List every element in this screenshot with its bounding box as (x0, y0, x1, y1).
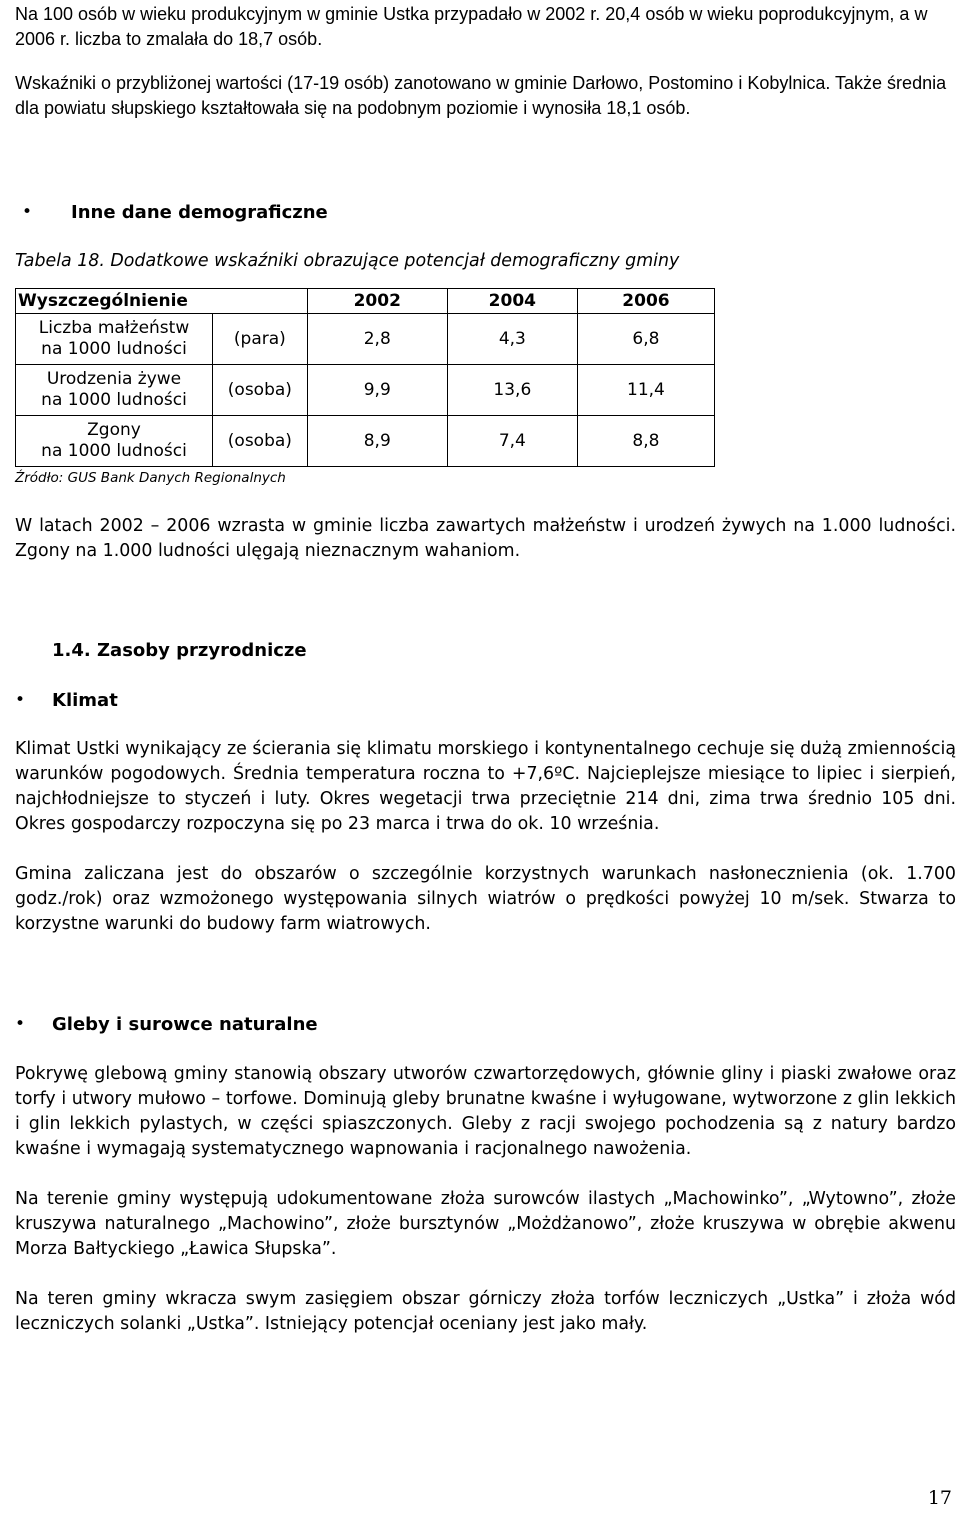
row-label (16, 365, 213, 416)
subsection-heading-climate: Klimat (52, 690, 118, 711)
section-heading-demographic: Inne dane demograficzne (71, 202, 328, 223)
header-cell-label: Wyszczególnienie (16, 289, 308, 314)
header-cell-2006: 2006 (577, 289, 714, 314)
page-number: 17 (927, 1487, 952, 1509)
soils-paragraph-1: Pokrywę glebową gminy stanowią obszary utworów czwartorzędowych, głównie gliny i piaski zwałowe oraz torfy i utwory mułowo – torfowe. Dominują gleby brunatne kwaśne i wyługowane, wytworzone z glin lekkich i glin lekkich pylastych, w części spiaszczonych. Gleby z racji swojego pochodzenia są z natury bardzo kwaśne i wymagają systematycznego wapnowania i racjonalnego nawożenia. (15, 1064, 956, 1159)
row-value-2006: 8,8 (577, 416, 714, 467)
intro-paragraph-1: Na 100 osób w wieku produkcyjnym w gminie Ustka przypadało w 2002 r. 20,4 osób w wieku poprodukcyjnym, a w 2006 r. liczba to zmalała do 18,7 osób. (15, 4, 928, 49)
bullet-icon: • (15, 690, 26, 710)
table-row (16, 314, 715, 365)
table-row (16, 365, 715, 416)
demographic-table (15, 288, 715, 467)
demographic-summary: W latach 2002 – 2006 wzrasta w gminie liczba zawartych małżeństw i urodzeń żywych na 1.000 ludności. Zgony na 1.000 ludności ulęgają nieznacznym wahaniom. (15, 516, 956, 561)
table-header-row (16, 289, 715, 314)
row-value-2006: 6,8 (577, 314, 714, 365)
row-value-2006: 11,4 (577, 365, 714, 416)
row-label-line1: Urodzenia żywe (46, 369, 182, 389)
row-label (16, 416, 213, 467)
row-value-2004: 7,4 (447, 416, 577, 467)
row-unit: (para) (213, 314, 308, 365)
table-source: Źródło: GUS Bank Danych Regionalnych (15, 470, 286, 486)
row-label-line1: Zgony (87, 420, 141, 440)
row-label-line1: Liczba małżeństw (38, 318, 190, 338)
section-heading-resources: 1.4. Zasoby przyrodnicze (52, 640, 307, 661)
intro-paragraph-2: Wskaźniki o przybliżonej wartości (17-19 osób) zanotowano w gminie Darłowo, Postomino i Kobylnica. Także średnia dla powiatu słupskiego kształtowała się na podobnym poziomie i wynosiła 18,1 osób. (15, 73, 947, 118)
row-value-2002: 2,8 (307, 314, 447, 365)
row-value-2004: 13,6 (447, 365, 577, 416)
row-label-line2: na 1000 ludności (41, 390, 187, 410)
row-value-2002: 9,9 (307, 365, 447, 416)
row-value-2004: 4,3 (447, 314, 577, 365)
row-label (16, 314, 213, 365)
climate-paragraph-1: Klimat Ustki wynikający ze ścierania się klimatu morskiego i kontynentalnego cechuje się dużą zmiennością warunków pogodowych. Średnia temperatura roczna to +7,6ºC. Najcieplejsze miesiące to lipiec i sierpień, najchłodniejsze to styczeń i luty. Okres wegetacji trwa przeciętnie 214 dni, zima trwa średnio 105 dni. Okres gospodarczy rozpoczyna się po 23 marca i trwa do ok. 10 września. (15, 739, 956, 834)
bullet-icon: • (15, 1014, 26, 1034)
row-label-line2: na 1000 ludności (41, 339, 187, 359)
subsection-heading-soils: Gleby i surowce naturalne (52, 1014, 318, 1035)
header-cell-2004: 2004 (447, 289, 577, 314)
row-value-2002: 8,9 (307, 416, 447, 467)
table-row (16, 416, 715, 467)
header-cell-2002: 2002 (307, 289, 447, 314)
table-caption: Tabela 18. Dodatkowe wskaźniki obrazujące potencjał demograficzny gminy (15, 251, 680, 271)
climate-paragraph-2: Gmina zaliczana jest do obszarów o szczególnie korzystnych warunkach nasłonecznienia (ok. 1.700 godz./rok) oraz wzmożonego występowania silnych wiatrów o prędkości powyżej 10 m/sek. Stwarza to korzystne warunki do budowy farm wiatrowych. (15, 864, 956, 934)
bullet-icon: • (22, 202, 33, 222)
row-unit: (osoba) (213, 416, 308, 467)
row-unit: (osoba) (213, 365, 308, 416)
row-label-line2: na 1000 ludności (41, 441, 187, 461)
soils-paragraph-2: Na terenie gminy występują udokumentowane złoża surowców ilastych „Machowinko”, „Wytowno”, złoże kruszywa naturalnego „Machowino”, złoże bursztynów „Możdżanowo”, złoże kruszywa w obrębie akwenu Morza Bałtyckiego „Ławica Słupska”. (15, 1189, 956, 1259)
soils-paragraph-3: Na teren gminy wkracza swym zasięgiem obszar górniczy złoża torfów leczniczych „Ustka” i złoża wód leczniczych solanki „Ustka”. Istniejący potencjał oceniany jest jako mały. (15, 1289, 956, 1334)
